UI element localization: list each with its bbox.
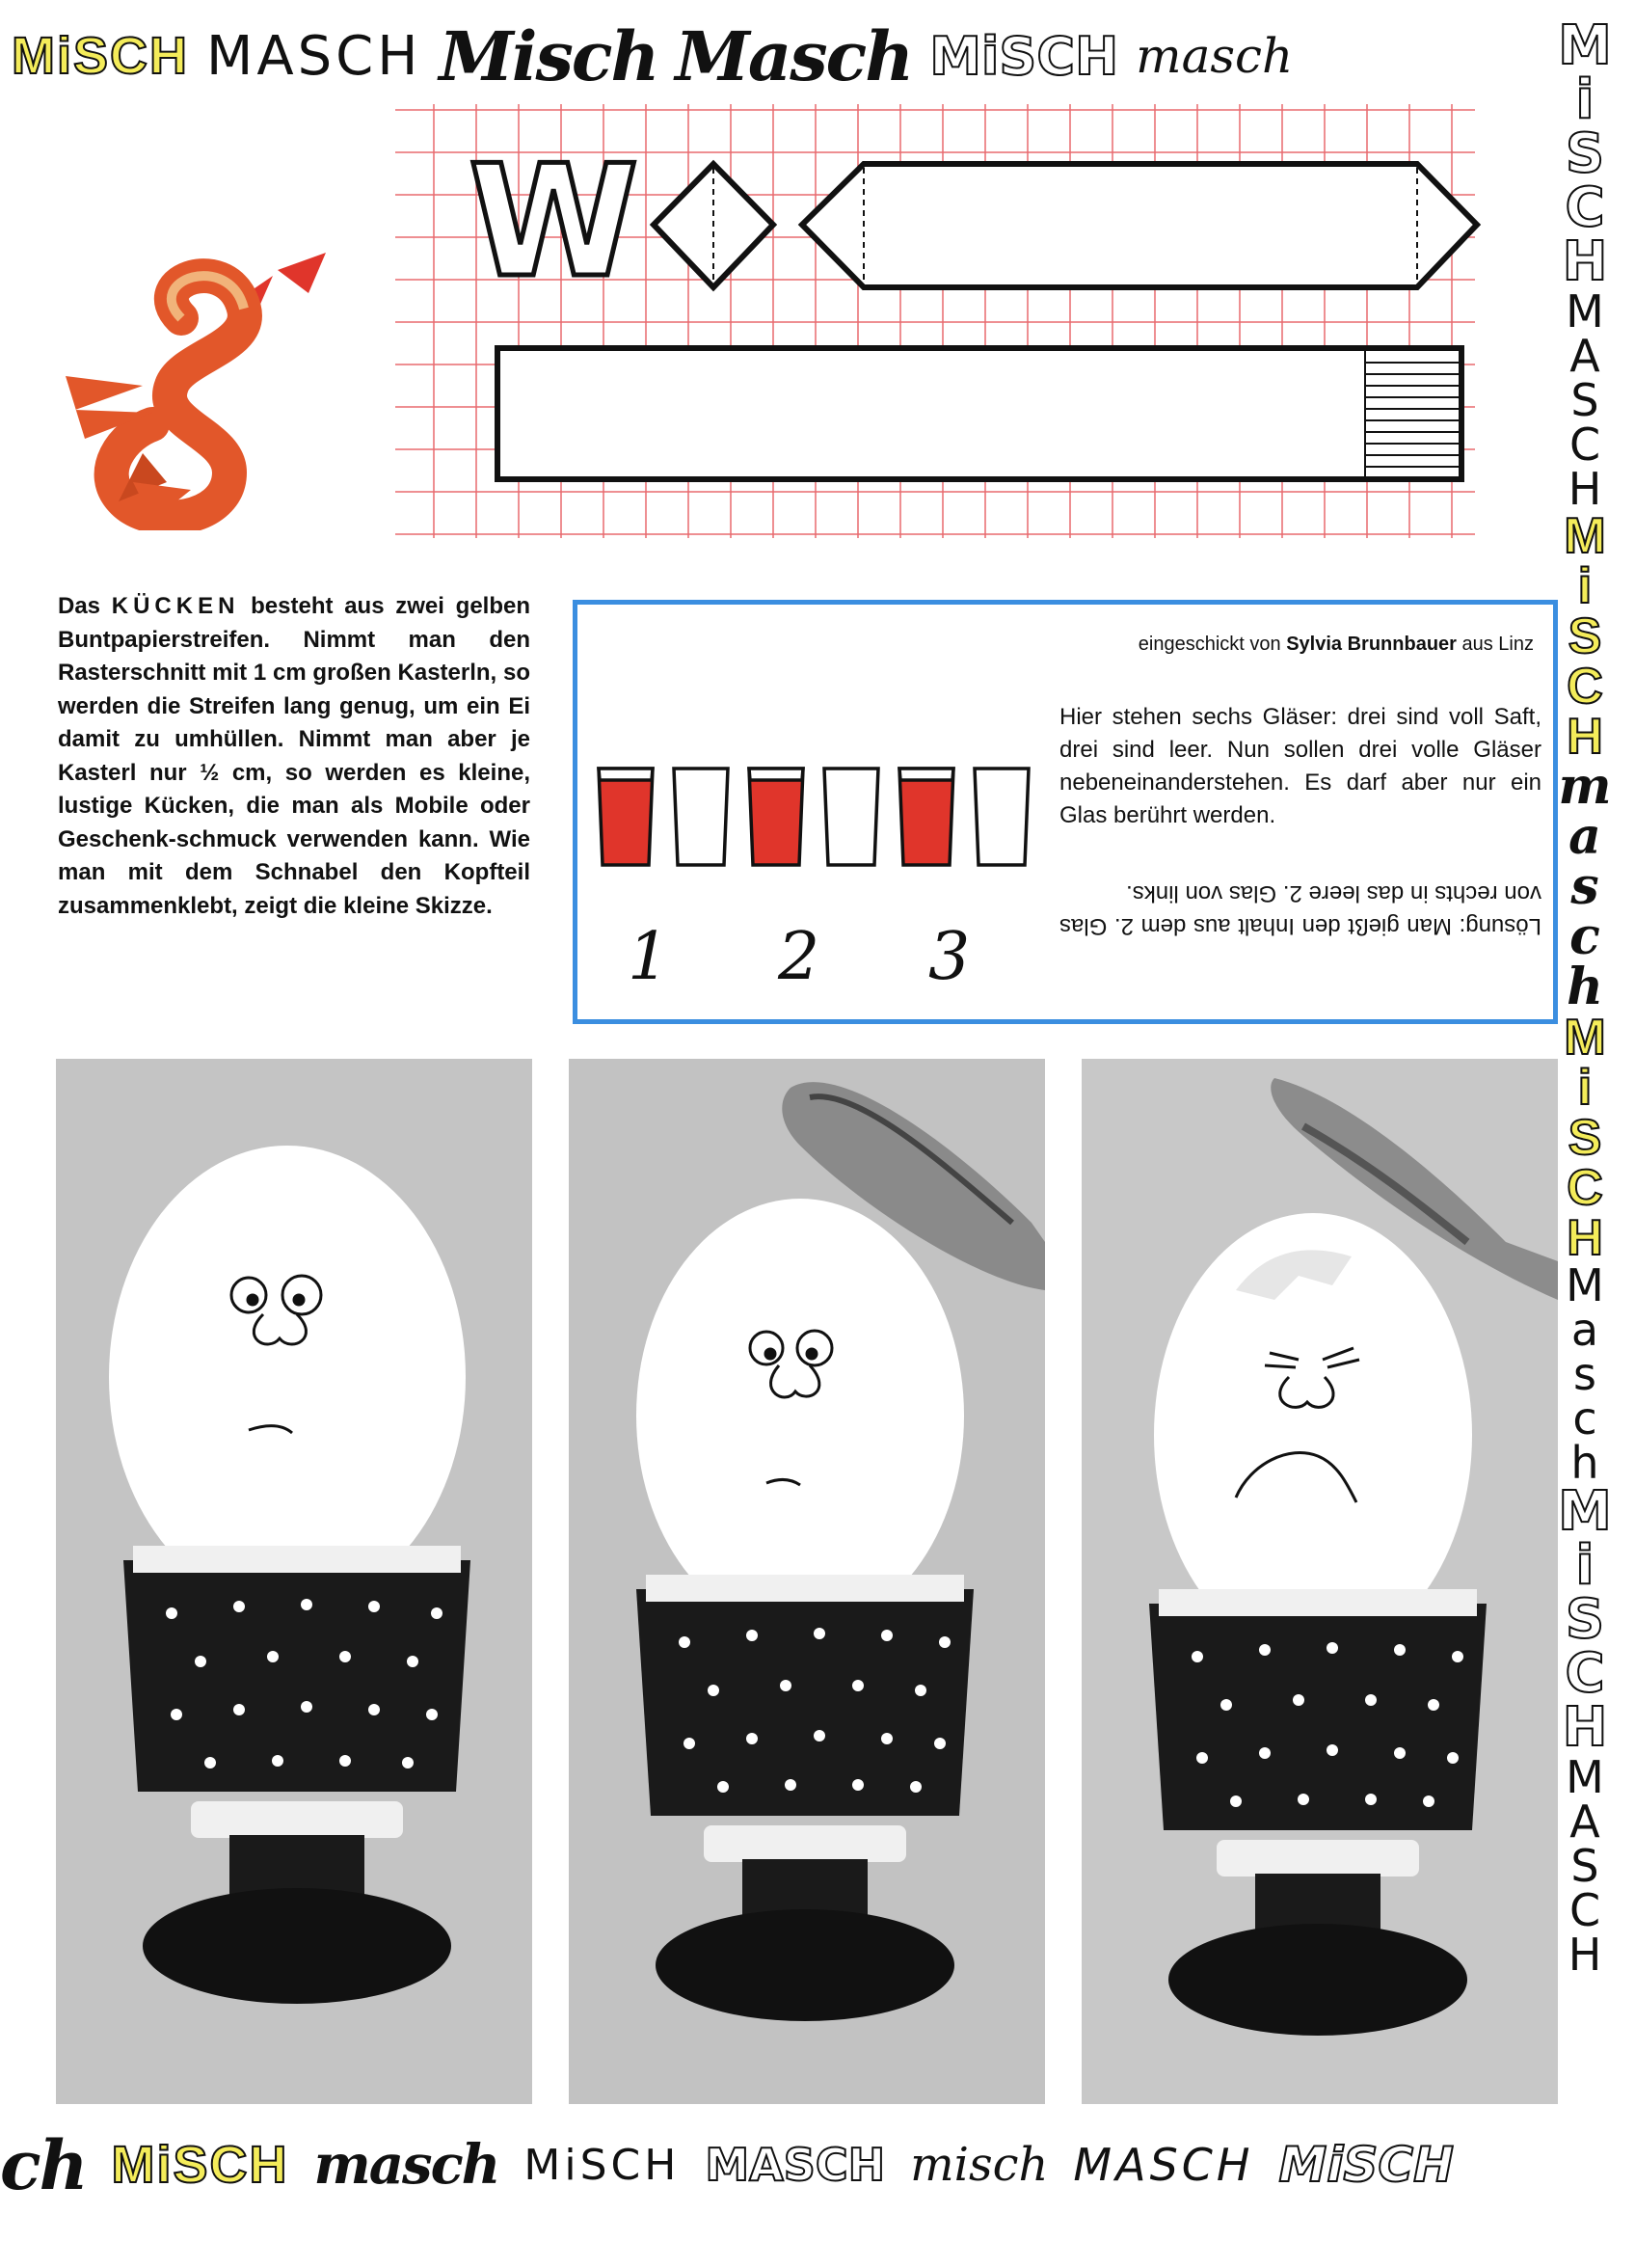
border-letter: S [1570, 1840, 1599, 1892]
craft-text-body: besteht aus zwei gelben Buntpapierstreifen. Nimmt man den Rasterschnitt mit 1 cm großen Kasterln, so werden die Streifen lang genug, um ein Ei damit zu umhüllen. Nimmt man aber je Kasterl nur ½ cm, so werden es kleine, lustige Kücken, die man als Mobile oder Geschenk-schmuck verwenden kann. Wie man mit dem Schnabel den Kopfteil zusammenklebt, zeigt die kleine Skizze. [58, 593, 531, 919]
footer-banner [0, 2121, 1542, 2208]
craft-text-prefix: Das [58, 593, 101, 619]
credit-prefix: eingeschickt von [1138, 634, 1281, 655]
header-word-2: MASCH [206, 24, 422, 88]
right-border-lettering [1546, 14, 1623, 2218]
border-letter: S [1565, 1588, 1605, 1651]
border-letter: H [1562, 1696, 1608, 1759]
header-word-5: MiSCH [929, 25, 1119, 87]
border-letter: M [1558, 14, 1612, 77]
glass-empty-1 [674, 769, 728, 865]
footer-word-3: masch [313, 2133, 499, 2197]
puzzle-credit [1139, 634, 1534, 656]
egg-photo-2 [569, 1059, 1045, 2104]
glass-full-2 [749, 769, 803, 865]
footer-word-8: MiSCH [1278, 2137, 1454, 2193]
craft-text-kuecken: KÜCKEN [111, 593, 240, 619]
glass-number-3: 3 [928, 919, 971, 995]
border-letter: C [1565, 176, 1605, 239]
border-letter: M [1558, 1480, 1612, 1543]
border-letter: H [1568, 1929, 1602, 1981]
border-letter: h [1567, 958, 1603, 1016]
glass-empty-2 [824, 769, 878, 865]
border-letter: M [1566, 1751, 1604, 1803]
paper-chick-illustration [37, 241, 335, 530]
border-letter: C [1568, 418, 1601, 471]
border-letter: C [1568, 1884, 1601, 1936]
border-letter: S [1568, 1110, 1602, 1166]
border-letter: M [1566, 285, 1604, 338]
border-letter: M [1564, 1010, 1606, 1066]
header-word-4: Masch [675, 15, 913, 96]
border-letter: i [1575, 68, 1595, 131]
border-letter: H [1562, 230, 1608, 293]
footer-word-5: MASCH [705, 2139, 886, 2191]
puzzle-solution-upside-down: Lösung: Man gießt den Inhalt aus dem 2. Glas von rechts in das leere 2. Glas von links. [1059, 880, 1541, 939]
credit-suffix: aus Linz [1461, 634, 1534, 655]
border-letter: H [1567, 709, 1603, 765]
border-letter: S [1565, 122, 1605, 185]
border-letter: A [1569, 1796, 1600, 1848]
pattern-w-letter: W [469, 131, 639, 311]
glass-full-3 [899, 769, 953, 865]
craft-description [58, 590, 530, 923]
border-letter: c [1572, 1392, 1597, 1444]
glass-empty-3 [975, 769, 1029, 865]
footer-word-7: MASCH [1073, 2139, 1254, 2191]
border-letter: a [1568, 807, 1601, 866]
footer-word-1: ch [0, 2124, 87, 2205]
header-word-6: masch [1136, 28, 1294, 84]
footer-word-2: MiSCH [111, 2136, 289, 2194]
glass-puzzle-box [573, 600, 1558, 1024]
border-letter: H [1567, 1210, 1603, 1266]
border-letter: A [1569, 330, 1600, 382]
border-letter: i [1577, 558, 1593, 614]
egg-photo-1 [56, 1059, 532, 2104]
border-letter: s [1573, 1348, 1596, 1400]
border-letter: C [1565, 1642, 1605, 1705]
border-letter: h [1570, 1437, 1599, 1489]
header-word-1: MiSCH [12, 27, 189, 85]
credit-name: Sylvia Brunnbauer [1286, 634, 1457, 655]
border-letter: i [1577, 1060, 1593, 1116]
puzzle-question: Hier stehen sechs Gläser: drei sind voll Saft, drei sind leer. Nun sollen drei volle Gläser nebeneinanderstehen. Es darf aber nur ein Glas berührt werden. [1059, 704, 1541, 828]
border-letter: s [1570, 857, 1599, 916]
border-letter: S [1568, 608, 1602, 664]
glass-number-2: 2 [778, 919, 820, 995]
footer-word-4: MiSCH [523, 2140, 681, 2190]
border-letter: S [1570, 374, 1599, 426]
border-letter: a [1570, 1304, 1599, 1356]
border-letter: C [1567, 1160, 1603, 1216]
border-letter: c [1569, 907, 1600, 966]
glass-number-1: 1 [628, 919, 670, 995]
border-letter: H [1568, 463, 1602, 515]
header-word-3: Misch [439, 15, 658, 96]
glass-full-1 [599, 769, 653, 865]
header-banner [12, 17, 1593, 94]
footer-word-6: misch [910, 2138, 1049, 2192]
border-letter: m [1558, 757, 1612, 816]
border-letter: i [1575, 1534, 1595, 1597]
egg-photo-3 [1082, 1059, 1558, 2104]
border-letter: M [1564, 508, 1606, 564]
border-letter: C [1567, 659, 1603, 715]
border-letter: M [1566, 1259, 1604, 1311]
